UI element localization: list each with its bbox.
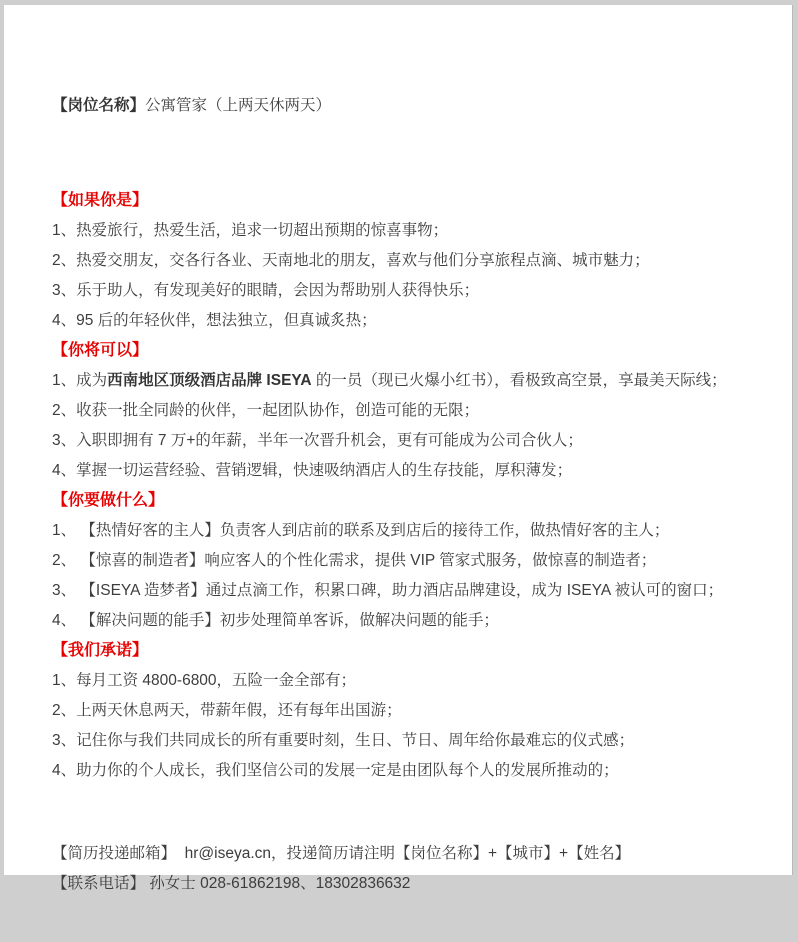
text-segment: 1、热爱旅行，热爱生活，追求一切超出预期的惊喜事物； — [52, 222, 449, 239]
list-item — [52, 221, 752, 240]
text-segment: 4、助力你的个人成长，我们坚信公司的发展一定是由团队每个人的发展所推动的； — [52, 762, 619, 779]
text-segment: 1、每月工资 4800-6800，五险一金全部有； — [52, 672, 357, 689]
section — [52, 641, 752, 780]
list-item — [52, 311, 752, 330]
document-content — [4, 5, 792, 942]
job-title-line — [52, 96, 752, 115]
text-segment: 3、记住你与我们共同成长的所有重要时刻，生日、节日、周年给你最难忘的仪式感； — [52, 732, 635, 749]
text-segment: 2、上两天休息两天，带薪年假，还有每年出国游； — [52, 702, 402, 719]
section — [52, 191, 752, 330]
list-item — [52, 671, 752, 690]
text-segment: 3、入职即拥有 7 万+的年薪，半年一次晋升机会，更有可能成为公司合伙人； — [52, 432, 583, 449]
text-segment: 公寓管家（上两天休两天） — [145, 97, 332, 114]
sections — [52, 191, 752, 780]
section-heading: 【你将可以】 — [52, 342, 149, 359]
list-item — [52, 401, 752, 420]
section-heading: 【如果你是】 — [52, 192, 149, 209]
list-item — [52, 701, 752, 720]
text-segment: 【联系电话】 孙女士 028-61862198、18302836632 — [52, 875, 411, 892]
section-heading: 【我们承诺】 — [52, 642, 149, 659]
text-segment: 4、 【解决问题的能手】初步处理简单客诉，做解决问题的能手； — [52, 612, 499, 629]
text-segment: 2、 【惊喜的制造者】响应客人的个性化需求，提供 VIP 管家式服务，做惊喜的制造者； — [52, 552, 657, 569]
text-segment: 1、成为 — [52, 372, 108, 389]
text-segment: 3、 【ISEYA 造梦者】通过点滴工作，积累口碑，助力酒店品牌建设，成为 ISEYA 被认可的窗口； — [52, 582, 724, 599]
document-page — [4, 5, 793, 892]
section — [52, 341, 752, 480]
text-segment: 3、乐于助人，有发现美好的眼睛，会因为帮助别人获得快乐； — [52, 282, 480, 299]
list-item — [52, 761, 752, 780]
list-item — [52, 431, 752, 450]
list-item — [52, 281, 752, 300]
text-segment: 2、热爱交朋友，交各行各业、天南地北的朋友，喜欢与他们分享旅程点滴、城市魅力； — [52, 252, 650, 269]
footer — [52, 844, 752, 893]
list-item — [52, 521, 752, 540]
list-item — [52, 611, 752, 630]
text-segment: 4、95 后的年轻伙伴，想法独立，但真诚炙热； — [52, 312, 377, 329]
list-item — [52, 731, 752, 750]
text-segment: 的一员（现已火爆小红书），看极致高空景，享最美天际线； — [311, 372, 727, 389]
text-segment: 4、掌握一切运营经验、营销逻辑，快速吸纳酒店人的生存技能，厚积薄发； — [52, 462, 573, 479]
list-item — [52, 371, 752, 390]
text-segment: 1、 【热情好客的主人】负责客人到店前的联系及到店后的接待工作，做热情好客的主人； — [52, 522, 670, 539]
list-item — [52, 581, 752, 600]
text-segment: 【简历投递邮箱】 hr@iseya.cn，投递简历请注明【岗位名称】+【城市】+【姓名】 — [52, 845, 631, 862]
text-segment: 2、收获一批全同龄的伙伴，一起团队协作，创造可能的无限； — [52, 402, 480, 419]
section — [52, 491, 752, 630]
list-item — [52, 461, 752, 480]
section-heading: 【你要做什么】 — [52, 492, 165, 509]
list-item — [52, 551, 752, 570]
text-segment: 西南地区顶级酒店品牌 ISEYA — [107, 372, 312, 389]
list-item — [52, 251, 752, 270]
text-segment: 【岗位名称】 — [52, 97, 146, 114]
footer-line — [52, 844, 752, 863]
